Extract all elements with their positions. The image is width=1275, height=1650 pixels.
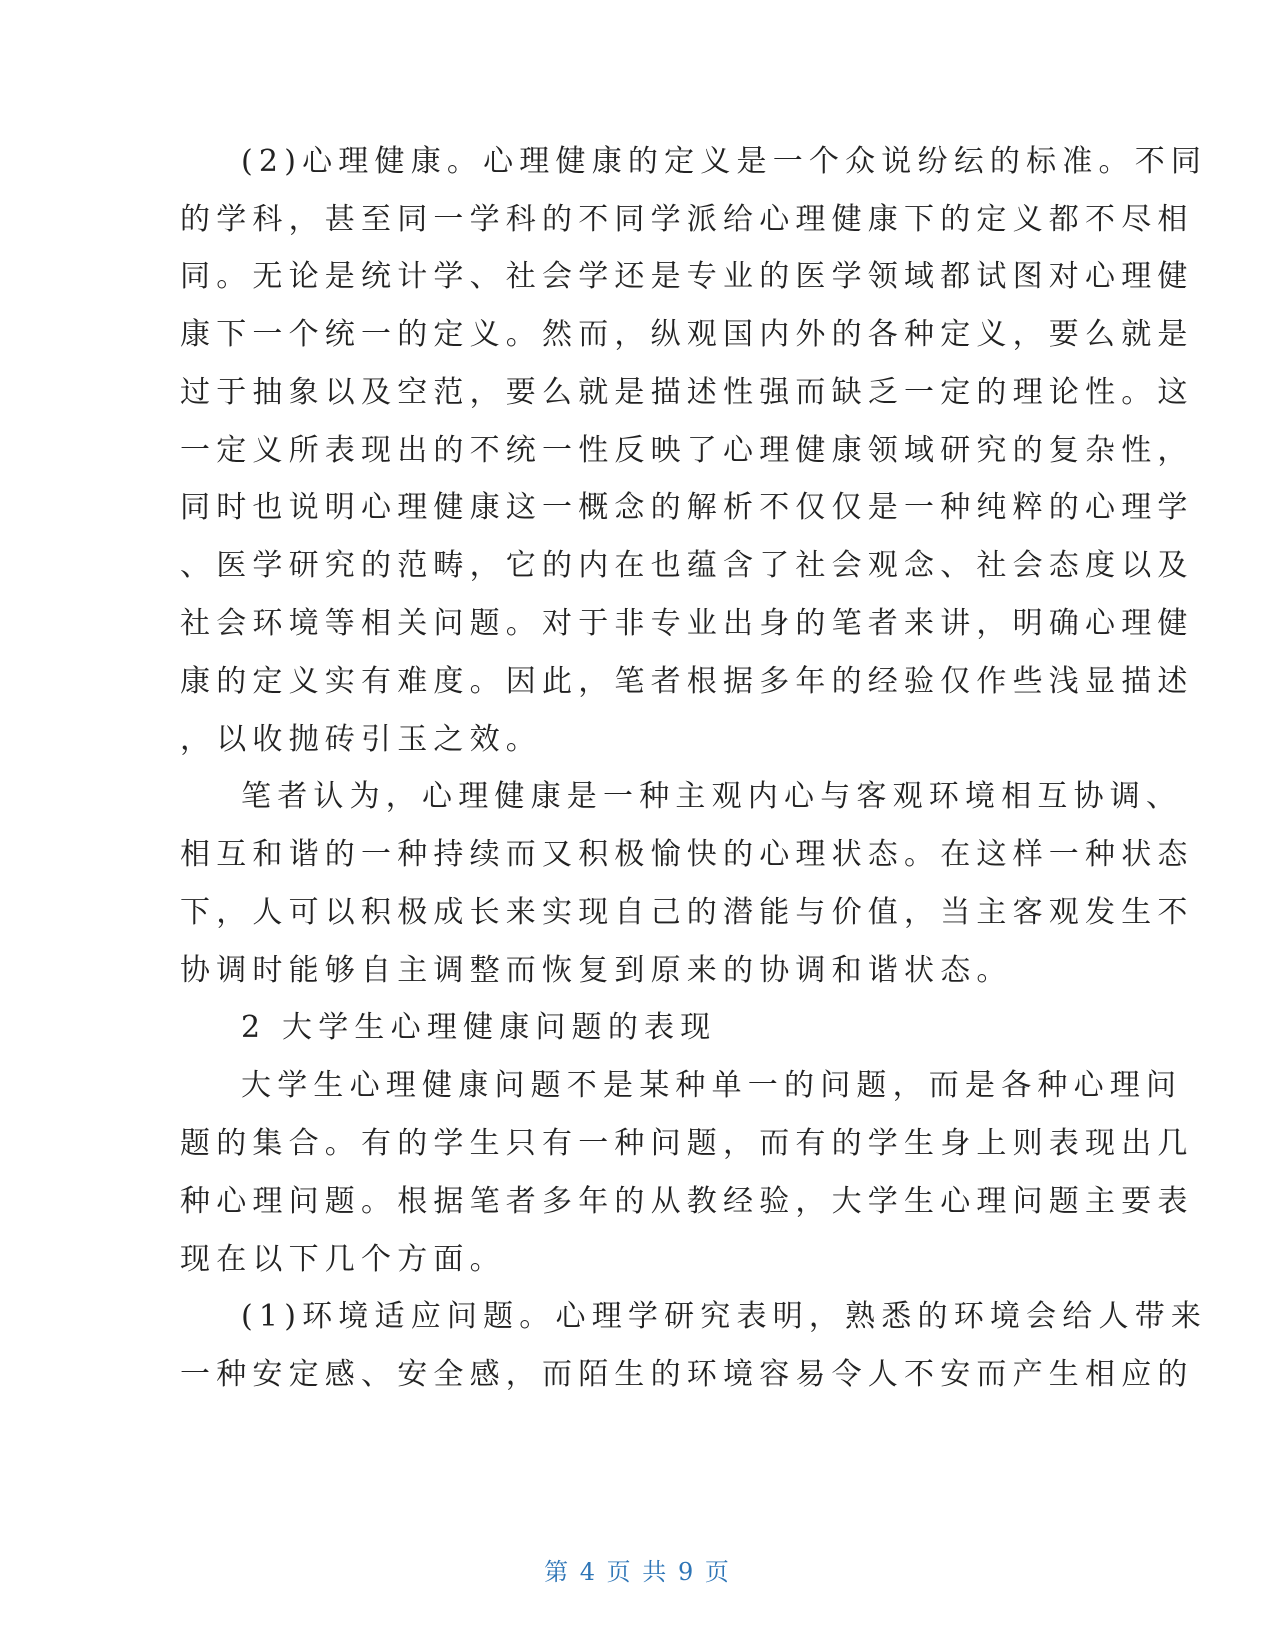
paragraph-line: 、医学研究的范畴，它的内在也蕴含了社会观念、社会态度以及 (180, 548, 1194, 583)
paragraph-line: 笔者认为，心理健康是一种主观内心与客观环境相互协调、 (241, 779, 1183, 814)
paragraph-line: 大学生心理健康问题不是某种单一的问题，而是各种心理问 (241, 1068, 1183, 1103)
paragraph-line: 现在以下几个方面。 (180, 1242, 506, 1277)
paragraph-line: 下，人可以积极成长来实现自己的潜能与价值，当主客观发生不 (180, 895, 1194, 930)
paragraph-line: 同。无论是统计学、社会学还是专业的医学领域都试图对心理健 (180, 259, 1194, 294)
paragraph-line: 种心理问题。根据笔者多年的从教经验，大学生心理问题主要表 (180, 1184, 1194, 1219)
paragraph-line: 社会环境等相关问题。对于非专业出身的笔者来讲，明确心理健 (180, 606, 1194, 641)
paragraph-line: 康下一个统一的定义。然而，纵观国内外的各种定义，要么就是 (180, 317, 1194, 352)
paragraph-line: (1)环境适应问题。心理学研究表明，熟悉的环境会给人带来 (241, 1299, 1208, 1334)
paragraph-line: 题的集合。有的学生只有一种问题，而有的学生身上则表现出几 (180, 1126, 1194, 1161)
page-footer (0, 1557, 1275, 1587)
paragraph-line: 一种安定感、安全感，而陌生的环境容易令人不安而产生相应的 (180, 1357, 1194, 1392)
paragraph-line: 的学科，甚至同一学科的不同学派给心理健康下的定义都不尽相 (180, 202, 1194, 237)
paragraph-line: ，以收抛砖引玉之效。 (180, 722, 542, 757)
paragraph-line: 过于抽象以及空范，要么就是描述性强而缺乏一定的理论性。这 (180, 375, 1194, 410)
paragraph-line: 康的定义实有难度。因此，笔者根据多年的经验仅作些浅显描述 (180, 664, 1194, 699)
section-heading: 2 大学生心理健康问题的表现 (241, 1010, 717, 1045)
paragraph-line: 相互和谐的一种持续而又积极愉快的心理状态。在这样一种状态 (180, 837, 1194, 872)
paragraph-line: 同时也说明心理健康这一概念的解析不仅仅是一种纯粹的心理学 (180, 490, 1194, 525)
page-number-label: 第 4 页 共 9 页 (544, 1558, 731, 1586)
paragraph-line: 协调时能够自主调整而恢复到原来的协调和谐状态。 (180, 953, 1013, 988)
paragraph-line: (2)心理健康。心理健康的定义是一个众说纷纭的标准。不同 (241, 144, 1208, 179)
paragraph-line: 一定义所表现出的不统一性反映了心理健康领域研究的复杂性， (180, 433, 1194, 468)
